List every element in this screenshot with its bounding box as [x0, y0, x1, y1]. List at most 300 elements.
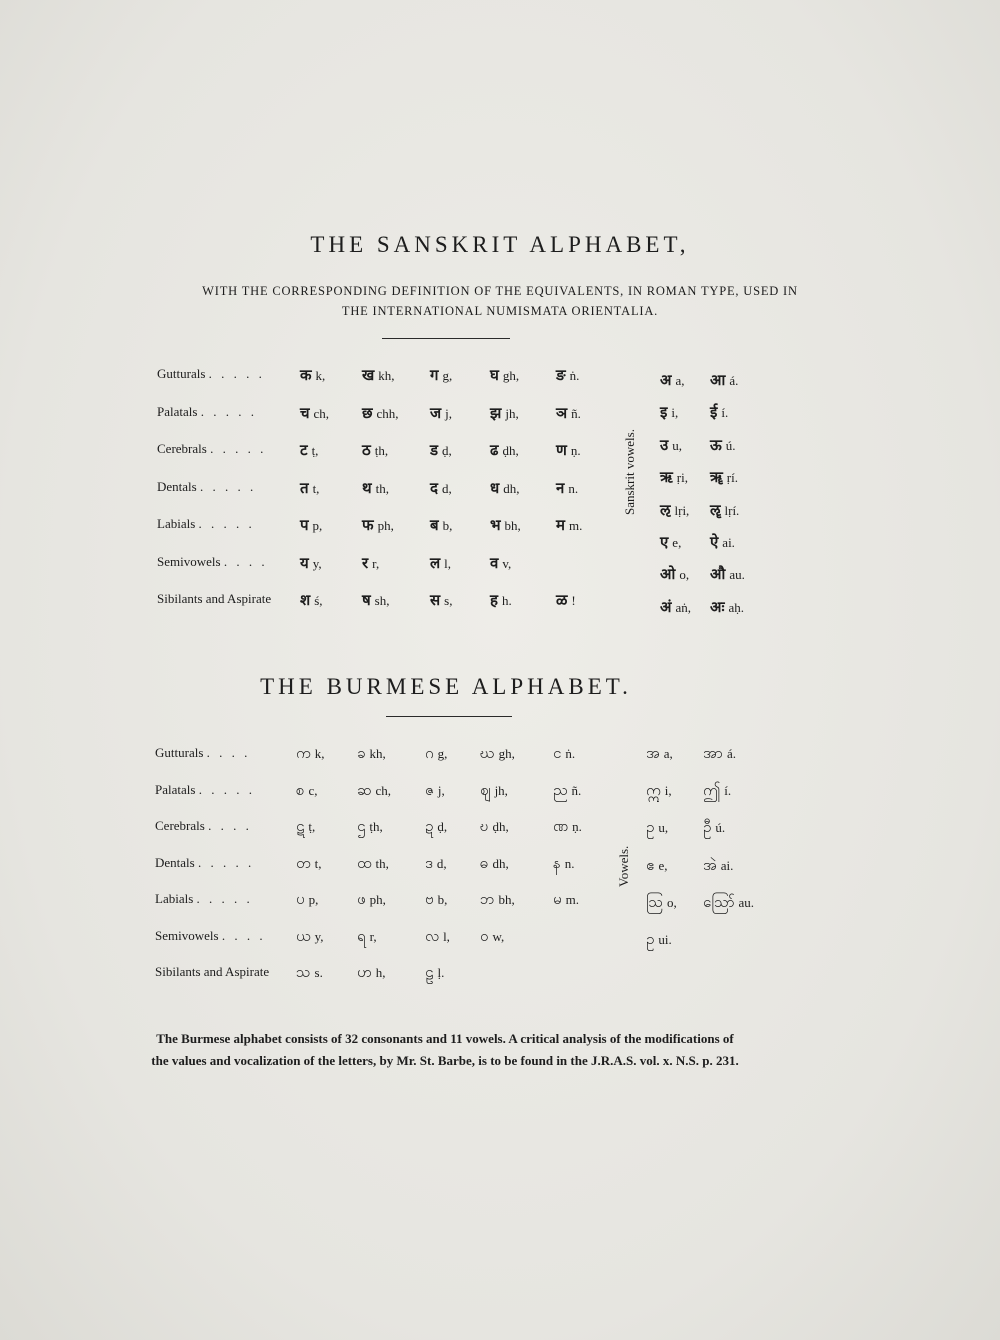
letter-cell: [362, 403, 399, 423]
letter-roman: ś,: [314, 593, 323, 608]
letter-roman: s,: [444, 593, 453, 608]
letter-roman: kh,: [378, 368, 395, 383]
letter-roman: ḍ,: [437, 819, 448, 834]
letter-cell: [556, 515, 582, 535]
letter-glyph: क: [300, 366, 312, 384]
vowel-glyph: अ: [660, 371, 672, 389]
letter-cell: [490, 590, 512, 610]
letter-roman: ḍ,: [442, 443, 452, 458]
letter-cell: [296, 927, 323, 949]
letter-roman: ñ.: [571, 782, 582, 798]
vowel-roman: i,: [664, 783, 672, 799]
letter-cell: [425, 817, 447, 839]
row-label: [155, 928, 266, 944]
letter-cell: [490, 403, 519, 423]
vowel-roman: ú.: [725, 437, 736, 453]
vowel-roman: au.: [738, 894, 755, 910]
letter-cell: [480, 854, 509, 876]
letter-glyph: န: [553, 853, 561, 872]
letter-roman: w,: [492, 928, 505, 944]
vowel-cell: [710, 532, 735, 552]
vowel-cell: [710, 500, 739, 520]
letter-roman: g,: [442, 368, 453, 383]
letter-roman: m.: [568, 518, 583, 533]
letter-glyph: ဠ: [425, 963, 434, 981]
vowel-glyph: ဥ: [646, 818, 655, 837]
vowel-glyph: अं: [660, 597, 672, 616]
vowel-cell: [646, 781, 672, 803]
row-label: [155, 745, 250, 761]
letter-cell: [553, 890, 579, 912]
letter-glyph: ရ: [357, 926, 366, 945]
letter-cell: [425, 890, 447, 912]
letter-roman: n.: [568, 480, 579, 496]
row-label-dots: . . . . .: [198, 516, 255, 531]
vowel-roman: u,: [672, 437, 682, 453]
letter-cell: [300, 478, 319, 498]
letter-cell: [425, 854, 447, 876]
row-label-text: Semivowels: [157, 553, 221, 569]
letter-glyph: ण: [556, 441, 567, 459]
row-label-dots: . . . . .: [208, 366, 265, 381]
letter-glyph: द: [430, 478, 438, 497]
letter-glyph: त: [300, 478, 309, 497]
row-label: [155, 818, 252, 834]
vowel-cell: [646, 893, 677, 915]
footnote-line1: The Burmese alphabet consists of 32 consonants and 11 vowels. A critical analysis of the modifications of: [156, 1031, 734, 1046]
letter-cell: [296, 890, 318, 912]
letter-glyph: ज: [430, 403, 442, 422]
vowel-cell: [703, 856, 733, 878]
letter-roman: dh,: [492, 855, 509, 871]
vowel-glyph: အဲ: [703, 855, 717, 874]
letter-roman: k,: [315, 368, 326, 383]
letter-roman: sh,: [374, 593, 390, 608]
letter-roman: ch,: [313, 405, 330, 421]
letter-glyph: ख: [362, 366, 375, 384]
letter-roman: ṅ.: [569, 368, 580, 383]
vowel-roman: aḥ.: [728, 599, 745, 615]
letter-glyph: ဈ: [480, 780, 491, 799]
vowel-glyph: ऋ: [660, 468, 673, 487]
row-label: [157, 516, 255, 532]
letter-roman: r,: [369, 928, 377, 944]
letter-roman: bh,: [504, 518, 521, 533]
burmese-title: THE BURMESE ALPHABET.: [260, 674, 632, 699]
letter-glyph: न: [556, 478, 565, 497]
row-label: [157, 441, 266, 457]
letter-cell: [553, 854, 575, 876]
row-label: [155, 964, 269, 980]
letter-glyph: भ: [490, 516, 501, 534]
letter-glyph: တ: [296, 853, 311, 872]
letter-glyph: လ: [425, 926, 440, 945]
letter-cell: [362, 365, 395, 385]
letter-roman: !: [571, 593, 576, 608]
letter-roman: gh,: [502, 368, 520, 383]
letter-glyph: ခ: [357, 744, 366, 762]
letter-glyph: ပ: [296, 890, 305, 908]
letter-glyph: ဏ: [553, 817, 569, 835]
letter-glyph: ग: [430, 366, 439, 384]
footnote-line2: the values and vocalization of the letters, by Mr. St. Barbe, is to be found in the J.R.A.S. vol. x. N.S. p. 231.: [151, 1053, 739, 1068]
letter-glyph: ဋ: [296, 817, 305, 835]
letter-glyph: र: [362, 553, 369, 572]
row-label-dots: . . . .: [206, 745, 251, 760]
row-label-text: Sibilants and Aspirate: [157, 591, 272, 606]
row-label-text: Gutturals: [157, 366, 206, 381]
vowel-glyph: ई: [710, 403, 718, 422]
row-label: [157, 554, 268, 570]
letter-cell: [480, 817, 509, 839]
letter-cell: [556, 365, 579, 385]
letter-cell: [296, 963, 323, 985]
letter-roman: ḍh,: [502, 443, 519, 458]
vowel-glyph: ဥ: [646, 930, 655, 948]
letter-roman: ḷ.: [437, 965, 445, 980]
vowel-glyph: ऌ: [660, 500, 671, 519]
letter-cell: [553, 781, 581, 803]
vowel-roman: e,: [658, 857, 668, 873]
letter-cell: [553, 744, 575, 766]
letter-cell: [357, 854, 389, 876]
letter-cell: [480, 927, 504, 949]
row-label-text: Sibilants and Aspirate: [155, 964, 270, 979]
letter-roman: b,: [442, 518, 453, 533]
letter-glyph: घ: [490, 366, 499, 384]
letter-glyph: ဗ: [425, 890, 434, 908]
letter-roman: c,: [308, 782, 318, 798]
letter-glyph: ဒ: [425, 853, 433, 872]
letter-cell: [362, 553, 379, 573]
letter-roman: ch,: [375, 782, 392, 798]
letter-cell: [430, 403, 452, 423]
letter-cell: [296, 854, 321, 876]
row-label: [157, 591, 271, 607]
vowel-roman: o,: [679, 567, 690, 583]
row-label-dots: . . . . .: [197, 854, 255, 870]
vowel-roman: o,: [667, 894, 677, 910]
letter-cell: [425, 963, 444, 985]
vowel-glyph: अः: [710, 597, 725, 616]
vowel-roman: á.: [729, 373, 739, 388]
letter-glyph: ဘ: [480, 890, 495, 908]
vowel-cell: [646, 744, 673, 766]
letter-glyph: छ: [362, 403, 373, 422]
letter-roman: jh,: [505, 405, 519, 421]
letter-cell: [296, 744, 324, 766]
letter-glyph: ह: [490, 591, 498, 609]
vowel-cell: [660, 467, 688, 487]
vowel-roman: í.: [724, 783, 732, 799]
letter-cell: [480, 781, 508, 803]
vowel-glyph: အ: [646, 744, 660, 762]
row-label-dots: . . . .: [223, 553, 268, 569]
letter-glyph: श: [300, 591, 311, 609]
letter-cell: [480, 744, 515, 766]
letter-roman: l,: [444, 555, 452, 571]
vowel-roman: ai.: [720, 857, 734, 873]
vowel-cell: [660, 370, 685, 390]
vowel-glyph: आ: [710, 371, 726, 389]
letter-cell: [357, 927, 377, 949]
letter-cell: [300, 440, 318, 460]
vowel-glyph: ဩ: [646, 892, 664, 911]
row-label-text: Labials: [157, 516, 196, 531]
letter-glyph: ञ: [556, 403, 568, 422]
letter-cell: [296, 817, 315, 839]
vowel-glyph: ॡ: [710, 500, 721, 519]
letter-roman: kh,: [369, 746, 386, 761]
letter-glyph: ထ: [357, 853, 372, 872]
letter-cell: [490, 553, 511, 573]
vowel-glyph: ऐ: [710, 533, 719, 551]
vowel-glyph: ओ: [660, 565, 676, 584]
vowel-roman: á.: [726, 746, 736, 761]
row-label-dots: . . . . .: [199, 478, 257, 494]
vowel-cell: [703, 744, 736, 766]
letter-roman: m.: [565, 892, 579, 907]
letter-glyph: ङ: [556, 366, 566, 384]
row-label-text: Labials: [155, 891, 194, 906]
vowel-cell: [660, 435, 682, 455]
letter-glyph: ဇ: [425, 780, 434, 799]
row-label-text: Palatals: [155, 781, 196, 797]
letter-cell: [357, 963, 385, 985]
letter-cell: [362, 590, 389, 610]
letter-cell: [556, 403, 581, 423]
vowel-roman: ui.: [658, 932, 672, 947]
letter-roman: ṭh,: [369, 819, 383, 834]
letter-roman: ṭ,: [311, 443, 319, 458]
vowel-cell: [660, 500, 689, 520]
letter-cell: [490, 478, 519, 498]
vowel-roman: lṛi,: [674, 502, 690, 518]
row-label-text: Semivowels: [155, 927, 219, 943]
letter-roman: jh,: [494, 782, 508, 798]
letter-glyph: ध: [490, 478, 500, 497]
letter-roman: th,: [375, 480, 389, 496]
letter-roman: th,: [375, 855, 389, 871]
letter-cell: [556, 590, 576, 610]
letter-glyph: झ: [490, 403, 502, 422]
row-label-dots: . . . . .: [210, 441, 267, 456]
letter-glyph: फ: [362, 516, 374, 534]
letter-roman: ph,: [377, 518, 394, 533]
letter-roman: r,: [372, 555, 380, 571]
vowel-roman: e,: [672, 535, 682, 550]
row-label-dots: . . . . .: [200, 403, 257, 419]
row-label-text: Cerebrals: [157, 441, 207, 456]
vowel-cell: [660, 597, 691, 617]
row-label-text: Cerebrals: [155, 818, 205, 833]
letter-cell: [357, 781, 391, 803]
letter-roman: ñ.: [571, 405, 581, 421]
letter-roman: t,: [314, 855, 322, 871]
row-label: [157, 366, 265, 382]
vowel-cell: [660, 564, 689, 584]
vowel-cell: [710, 564, 745, 584]
letter-roman: ṭ,: [308, 819, 316, 834]
letter-cell: [490, 365, 519, 385]
letter-roman: dh,: [503, 480, 520, 496]
row-label: [155, 782, 255, 798]
letter-roman: h.: [501, 593, 512, 608]
letter-roman: b,: [437, 892, 448, 907]
letter-roman: ṭh,: [374, 443, 389, 458]
letter-cell: [300, 590, 323, 610]
letter-glyph: ड: [430, 441, 439, 459]
sanskrit-divider: [382, 338, 510, 339]
letter-cell: [362, 440, 388, 460]
letter-glyph: စ: [296, 780, 305, 799]
letter-roman: ḍh,: [492, 819, 509, 834]
letter-roman: bh,: [498, 892, 515, 907]
vowel-glyph: इ: [660, 403, 668, 422]
letter-cell: [300, 553, 322, 573]
vowel-roman: í.: [721, 405, 729, 421]
letter-cell: [430, 590, 452, 610]
letter-cell: [430, 478, 452, 498]
letter-glyph: ဓ: [480, 853, 489, 872]
vowel-glyph: ဧ: [646, 855, 655, 874]
letter-roman: n.: [564, 855, 575, 871]
letter-roman: ph,: [369, 892, 386, 907]
letter-cell: [430, 440, 452, 460]
letter-glyph: ဎ: [480, 817, 489, 835]
letter-glyph: व: [490, 553, 499, 572]
letter-roman: gh,: [498, 746, 515, 761]
vowel-cell: [710, 370, 738, 390]
letter-glyph: स: [430, 591, 441, 609]
letter-cell: [480, 890, 515, 912]
letter-roman: s.: [314, 965, 323, 980]
letter-cell: [357, 817, 383, 839]
letter-glyph: ဟ: [357, 963, 372, 981]
sanskrit-subtitle: [130, 281, 870, 321]
letter-cell: [357, 890, 386, 912]
vowel-glyph: ဪ: [703, 892, 735, 911]
vowel-glyph: ए: [660, 533, 669, 551]
letter-roman: j,: [445, 405, 453, 421]
letter-glyph: က: [296, 744, 311, 762]
sanskrit-title: THE SANSKRIT ALPHABET,: [310, 232, 690, 257]
vowel-glyph: ဤ: [703, 781, 721, 800]
vowel-cell: [646, 856, 667, 878]
vowel-cell: [710, 467, 738, 487]
vowel-glyph: ဣ: [646, 781, 661, 800]
burmese-divider: [386, 716, 512, 717]
letter-glyph: ဍ: [425, 817, 434, 835]
letter-glyph: य: [300, 553, 309, 572]
letter-cell: [490, 440, 519, 460]
vowel-roman: lṛí.: [724, 502, 740, 518]
letter-glyph: သ: [296, 963, 311, 981]
letter-cell: [556, 478, 578, 498]
row-label: [155, 891, 253, 907]
vowel-glyph: ॠ: [710, 468, 723, 487]
sanskrit-vowels-label: Sanskrit vowels.: [622, 429, 637, 515]
vowel-cell: [646, 930, 672, 952]
vowel-cell: [703, 781, 731, 803]
vowel-cell: [710, 435, 736, 455]
vowel-cell: [703, 893, 754, 915]
row-label-text: Gutturals: [155, 745, 204, 760]
letter-cell: [553, 817, 582, 839]
letter-glyph: ဆ: [357, 780, 372, 799]
letter-roman: chh,: [376, 405, 399, 421]
letter-roman: p,: [308, 892, 319, 907]
letter-glyph: ल: [430, 553, 441, 572]
letter-cell: [425, 781, 445, 803]
letter-glyph: ट: [300, 441, 308, 459]
vowel-roman: a,: [663, 746, 673, 761]
letter-cell: [490, 515, 521, 535]
letter-glyph: म: [556, 516, 565, 534]
letter-cell: [362, 515, 394, 535]
vowel-roman: au.: [729, 567, 745, 583]
vowel-glyph: उ: [660, 435, 669, 454]
row-label: [157, 404, 257, 420]
letter-roman: ṇ.: [570, 443, 581, 458]
vowel-glyph: ऊ: [710, 435, 722, 454]
letter-cell: [425, 744, 447, 766]
row-label-dots: . . . .: [221, 927, 266, 943]
vowel-cell: [710, 597, 744, 617]
row-label-text: Dentals: [155, 854, 195, 870]
letter-glyph: ठ: [362, 441, 371, 459]
letter-glyph: င: [553, 744, 562, 762]
letter-cell: [300, 403, 329, 423]
vowel-roman: u,: [658, 820, 669, 836]
sanskrit-subtitle-line2: THE INTERNATIONAL NUMISMATA ORIENTALIA.: [341, 304, 659, 318]
letter-glyph: प: [300, 516, 309, 534]
letter-glyph: ည: [553, 780, 568, 799]
letter-roman: t,: [312, 480, 320, 496]
letter-roman: l,: [443, 928, 450, 944]
letter-cell: [357, 744, 386, 766]
letter-roman: k,: [314, 746, 325, 761]
letter-roman: h,: [375, 965, 386, 980]
letter-cell: [430, 365, 452, 385]
letter-cell: [362, 478, 389, 498]
letter-cell: [300, 365, 325, 385]
letter-roman: ṇ.: [572, 819, 582, 834]
letter-roman: p,: [312, 518, 323, 533]
letter-roman: ṅ.: [565, 746, 576, 761]
letter-cell: [425, 927, 450, 949]
row-label-dots: . . . .: [208, 818, 252, 833]
vowel-cell: [660, 402, 678, 422]
letter-roman: v,: [502, 555, 512, 571]
letter-glyph: ဖ: [357, 890, 366, 908]
letter-roman: y,: [314, 928, 324, 944]
letter-glyph: ဂ: [425, 744, 434, 762]
letter-cell: [556, 440, 581, 460]
letter-glyph: ဃ: [480, 744, 495, 762]
vowel-roman: i,: [671, 405, 679, 421]
row-label-dots: . . . . .: [198, 781, 255, 797]
sanskrit-subtitle-line1: WITH THE CORRESPONDING DEFINITION OF THE EQUIVALENTS, IN ROMAN TYPE, USED IN: [202, 284, 798, 298]
vowel-cell: [660, 532, 681, 552]
letter-glyph: थ: [362, 478, 372, 497]
letter-glyph: ဝ: [480, 926, 489, 945]
vowel-roman: a,: [675, 373, 685, 388]
letter-roman: y,: [312, 555, 322, 571]
vowel-roman: ai.: [722, 535, 735, 550]
row-label-dots: . . . . .: [196, 891, 253, 906]
letter-cell: [430, 553, 451, 573]
